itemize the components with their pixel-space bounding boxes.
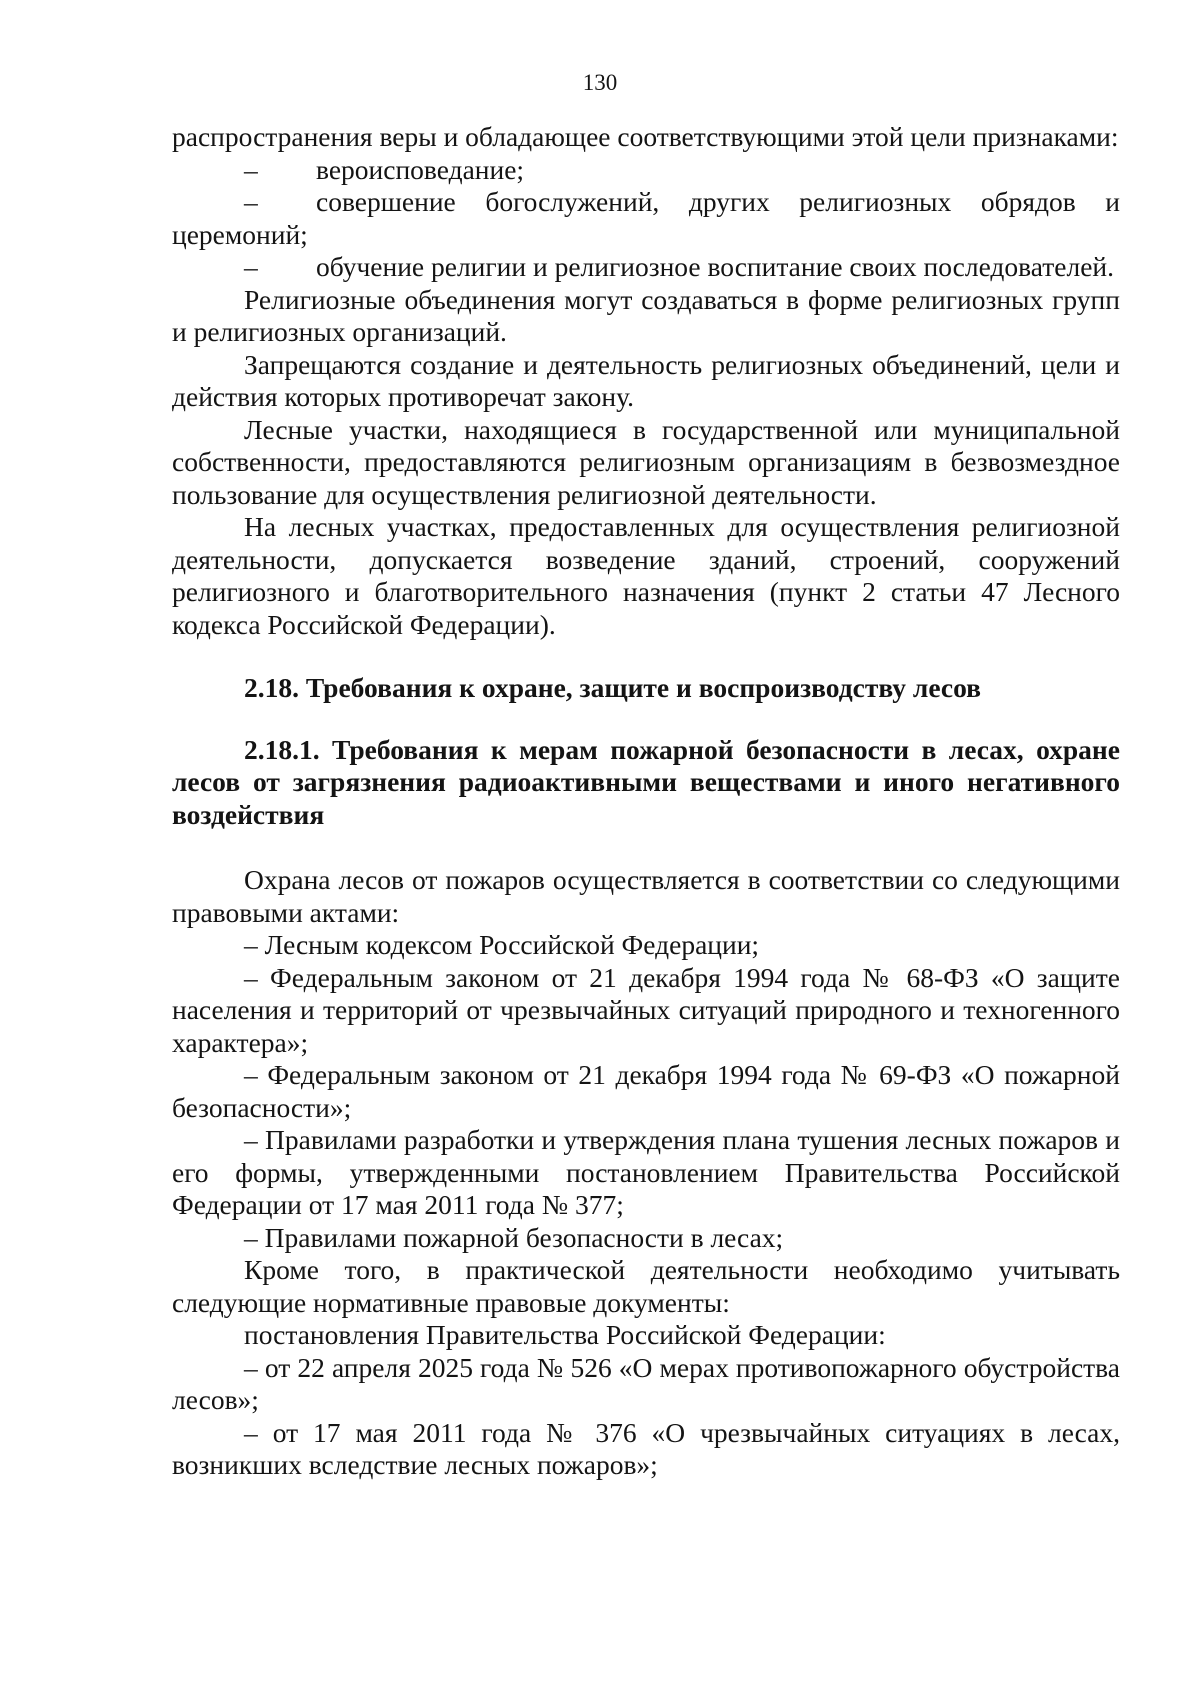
list-item-text: обучение религии и религиозное воспитание своих последователей. (316, 251, 1115, 282)
paragraph: Охрана лесов от пожаров осуществляется в соответствии со следующими правовыми актами: (172, 864, 1120, 928)
dash-marker: – (244, 251, 258, 282)
list-item: – от 17 мая 2011 года № 376 «О чрезвычайных ситуациях в лесах, возникших вследствие лесных пожаров»; (172, 1416, 1120, 1480)
page-number: 130 (582, 70, 618, 95)
list-item (172, 251, 1120, 284)
subsection-heading: 2.18.1. Требования к мерам пожарной безопасности в лесах, охране лесов от загрязнения радиоактивными веществами и иного негативного воздействия (172, 733, 1120, 830)
paragraph: Лесные участки, находящиеся в государственной или муниципальной собственности, предоставляются религиозным организациям в безвозмездное пользование для осуществления религиозной деятельности. (172, 413, 1120, 510)
paragraph: На лесных участках, предоставленных для осуществления религиозной деятельности, допускается возведение зданий, строений, сооружений религиозного и благотворительного назначения (пункт 2 статьи 47 Лесного кодекса Российской Федерации). (172, 511, 1120, 640)
list-item (172, 154, 1120, 187)
dash-marker: – (244, 153, 258, 185)
list-item: – Федеральным законом от 21 декабря 1994 года № 69-ФЗ «О пожарной безопасности»; (172, 1059, 1120, 1123)
list-item: – Правилами разработки и утверждения плана тушения лесных пожаров и его формы, утвержденными постановлением Правительства Российской Федерации от 17 мая 2011 года № 377; (172, 1124, 1120, 1220)
paragraph: Кроме того, в практической деятельности необходимо учитывать следующие нормативные правовые документы: (172, 1254, 1120, 1318)
paragraph: постановления Правительства Российской Федерации: (244, 1319, 886, 1350)
section-heading: 2.18. Требования к охране, защите и воспроизводству лесов (244, 672, 981, 703)
list-item: – Лесным кодексом Российской Федерации; (244, 929, 760, 960)
list-item (172, 186, 1120, 251)
paragraph: Запрещаются создание и деятельность религиозных объединений, цели и действия которых противоречат закону. (172, 348, 1120, 412)
document-body (172, 121, 1120, 1482)
list-item: – от 22 апреля 2025 года № 526 «О мерах противопожарного обустройства лесов»; (172, 1351, 1120, 1415)
dash-marker: – (244, 186, 258, 217)
paragraph: распространения веры и обладающее соответствующими этой цели признаками: (172, 121, 1119, 152)
paragraph: Религиозные объединения могут создаваться в форме религиозных групп и религиозных организаций. (172, 283, 1120, 347)
list-item: – Федеральным законом от 21 декабря 1994 года № 68-ФЗ «О защите населения и территорий от чрезвычайных ситуаций природного и техногенного характера»; (172, 961, 1120, 1058)
list-item-text: вероисповедание; (316, 153, 525, 185)
list-item: – Правилами пожарной безопасности в лесах; (244, 1221, 784, 1253)
list-item-text: совершение богослужений, других религиозных обрядов и церемоний; (172, 186, 1120, 250)
